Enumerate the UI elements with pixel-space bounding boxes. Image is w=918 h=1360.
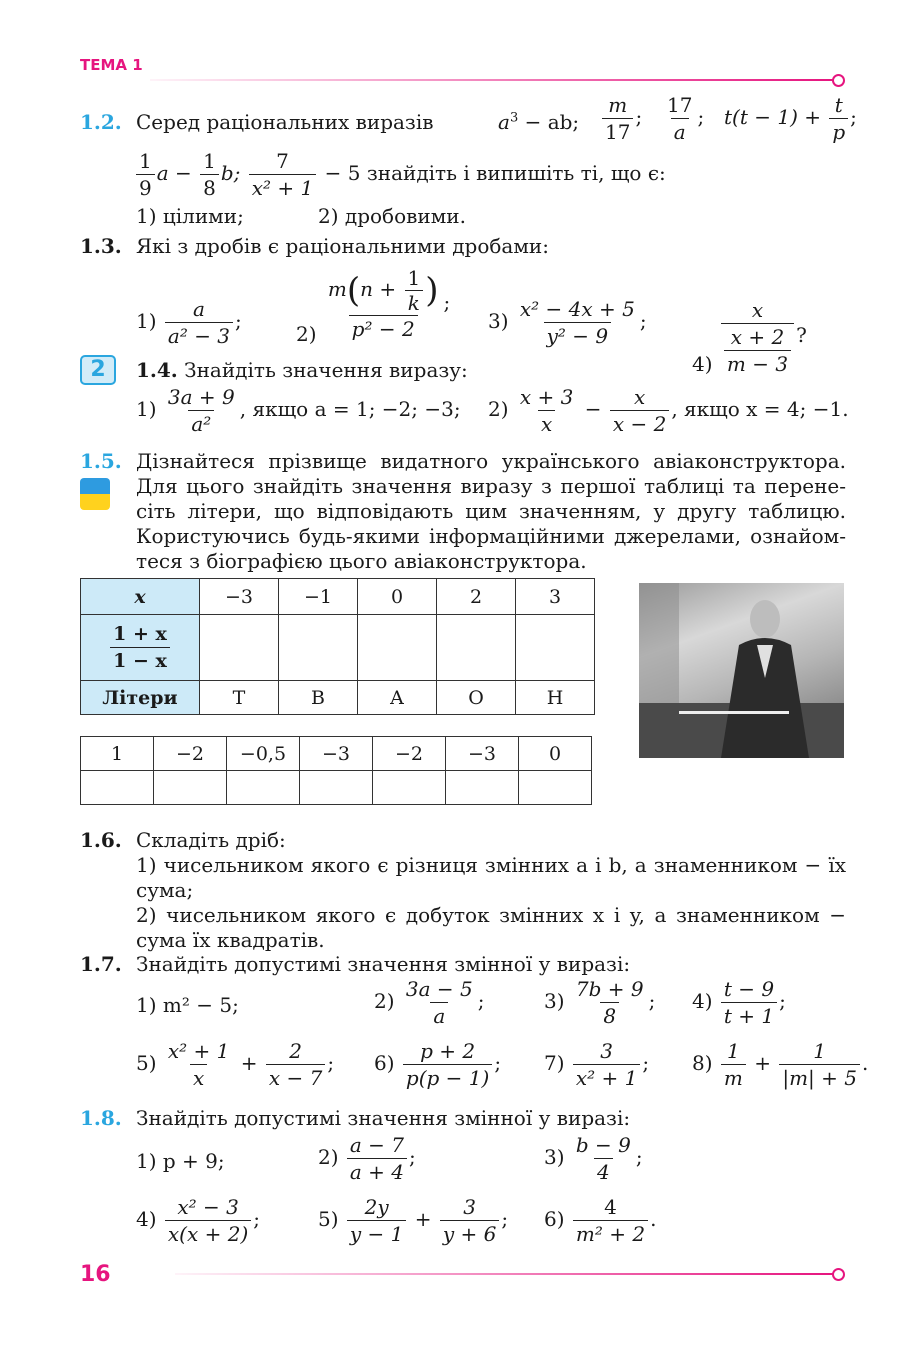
item-3 xyxy=(544,976,655,1029)
expr: a − xyxy=(156,161,192,185)
x-label: x xyxy=(134,585,146,608)
denominator: 4 xyxy=(594,1158,613,1185)
denominator: a² xyxy=(188,410,214,437)
value-cell xyxy=(279,615,358,681)
item-7 xyxy=(544,1038,649,1091)
condition: , якщо a = 1; −2; −3; xyxy=(239,397,461,421)
problem-number: 1.2. xyxy=(80,110,122,134)
denominator: 8 xyxy=(600,1002,619,1029)
denominator: x xyxy=(538,410,555,437)
item-3 xyxy=(488,296,647,349)
numerator: 4 xyxy=(604,1195,617,1219)
numerator: m xyxy=(608,93,628,117)
item-label: 3) xyxy=(544,989,565,1013)
x-value: 3 xyxy=(516,579,595,615)
numerator: x² + 1 xyxy=(167,1039,230,1063)
end: ; xyxy=(501,1207,509,1231)
answer-cell xyxy=(227,771,300,805)
item-label: 2) xyxy=(488,397,509,421)
item-2: 2) m(n + $\frac{1}{k}$ ) p² − 2 ; xyxy=(296,266,451,346)
intro-text: Серед раціональних виразів xyxy=(136,110,434,134)
ukraine-flag-icon xyxy=(80,478,110,510)
header-rule-end xyxy=(832,74,845,87)
letter-cell: О xyxy=(437,681,516,715)
operator: − xyxy=(584,397,602,421)
denominator: m² + 2 xyxy=(573,1220,648,1247)
portrait-photo xyxy=(639,583,844,758)
item-label: 4) xyxy=(136,1207,157,1231)
denominator: 9 xyxy=(136,174,155,201)
x-value: 2 xyxy=(437,579,516,615)
denominator: x xyxy=(190,1064,207,1091)
numerator: t xyxy=(834,93,843,117)
problem-number: 1.5. xyxy=(80,449,122,473)
problem-text: Знайдіть допустимі значення змінної у виразі: xyxy=(136,1106,631,1130)
expr: b; xyxy=(220,161,241,185)
numerator: 1 xyxy=(727,1039,740,1063)
letter-cell: А xyxy=(358,681,437,715)
item-5 xyxy=(318,1194,508,1247)
item-label: 3) xyxy=(544,1145,565,1169)
value-cell xyxy=(437,615,516,681)
denominator: p xyxy=(829,118,848,145)
item-4 xyxy=(692,268,807,377)
value-cell xyxy=(200,615,279,681)
answer-value: −2 xyxy=(154,737,227,771)
denominator: p(p − 1) xyxy=(403,1064,492,1091)
x-value: −1 xyxy=(279,579,358,615)
denominator: 17 xyxy=(602,118,633,145)
denominator: y² − 9 xyxy=(544,322,612,349)
numerator: 1 xyxy=(813,1039,827,1063)
answer-value: 1 xyxy=(81,737,154,771)
end: ; xyxy=(327,1051,335,1075)
problem-text: Знайдіть допустимі значення змінної у виразі: xyxy=(136,952,631,976)
denominator: x(x + 2) xyxy=(165,1220,251,1247)
numerator: x xyxy=(633,385,646,409)
fraction-17-a: $\frac{17}{a}$ ; xyxy=(662,92,704,145)
expression-header xyxy=(81,615,200,681)
numerator: p + 2 xyxy=(420,1039,476,1063)
exponent: 3 xyxy=(509,110,519,126)
denominator: x² + 1 xyxy=(249,174,317,201)
var: a xyxy=(498,110,510,134)
page-number: 16 xyxy=(80,1262,111,1287)
numerator: 3 xyxy=(600,1039,613,1063)
value-cell xyxy=(516,615,595,681)
numerator: 17 xyxy=(667,93,693,117)
item-2 xyxy=(318,1132,416,1185)
numerator: a − 7 xyxy=(349,1133,405,1157)
end: ? xyxy=(796,323,807,347)
denominator: a + 4 xyxy=(347,1158,407,1185)
denominator: y + 6 xyxy=(440,1220,500,1247)
answer-cell xyxy=(519,771,592,805)
end: ; xyxy=(494,1051,502,1075)
end: ; xyxy=(443,290,451,315)
denominator: 1 − x xyxy=(113,650,167,672)
footer-rule xyxy=(175,1273,833,1275)
item-label: 2) xyxy=(318,1145,339,1169)
numerator: 2 xyxy=(289,1039,302,1063)
item-4 xyxy=(136,1194,260,1247)
end: ; xyxy=(477,989,485,1013)
item-4 xyxy=(692,976,786,1029)
item-label: 6) xyxy=(544,1207,565,1231)
letter-cell: Т xyxy=(200,681,279,715)
problem-number: 1.3. xyxy=(80,234,122,258)
text-line: сума; xyxy=(136,878,194,902)
numerator: x xyxy=(751,297,764,322)
numerator: 1 xyxy=(203,149,216,173)
item-5 xyxy=(136,1038,334,1091)
denominator: t + 1 xyxy=(721,1002,777,1029)
item-1: 1) m² − 5; xyxy=(136,993,239,1017)
denominator: a² − 3 xyxy=(165,322,233,349)
expr: t(t − 1) + xyxy=(724,105,821,129)
item-2 xyxy=(488,384,849,437)
item-6 xyxy=(544,1194,656,1247)
answer-value: −2 xyxy=(373,737,446,771)
item-label: 5) xyxy=(136,1051,157,1075)
answer-value: −3 xyxy=(446,737,519,771)
denominator: y − 1 xyxy=(347,1220,407,1247)
denominator: m xyxy=(721,1064,746,1091)
item-label: 8) xyxy=(692,1051,713,1075)
condition: , якщо x = 4; −1. xyxy=(671,397,849,421)
x-value: 0 xyxy=(358,579,437,615)
expr: n + xyxy=(360,277,397,301)
numerator: 1 xyxy=(139,149,152,173)
footer-rule-end xyxy=(832,1268,845,1281)
end: ; xyxy=(235,309,242,333)
end: . xyxy=(861,1051,869,1075)
denominator: k xyxy=(405,290,423,315)
end: ; xyxy=(635,1145,643,1169)
value-cell xyxy=(358,615,437,681)
item-label: 4) xyxy=(692,989,713,1013)
item-label: 2) xyxy=(296,322,317,346)
expression-1 xyxy=(498,110,579,134)
var: m xyxy=(327,277,347,301)
denominator: a xyxy=(671,118,689,145)
answer-value: −3 xyxy=(300,737,373,771)
portrait-figure xyxy=(639,583,844,758)
numerator: a xyxy=(192,297,205,321)
denominator: x − 7 xyxy=(266,1064,325,1091)
operator: + xyxy=(754,1051,771,1075)
item-2 xyxy=(374,976,485,1029)
letter-cell: Н xyxy=(516,681,595,715)
item-8 xyxy=(692,1038,868,1091)
x-value: −3 xyxy=(200,579,279,615)
item-1 xyxy=(136,296,242,349)
numerator: x² − 3 xyxy=(177,1195,239,1219)
text-line: Дізнайтеся прізвище видатного українського авіаконструктора. xyxy=(136,449,846,473)
end: . xyxy=(650,1207,657,1231)
numerator: 1 xyxy=(407,266,421,290)
item-label: 6) xyxy=(374,1051,395,1075)
option-1: 1) цілими; xyxy=(136,204,244,228)
answer-table xyxy=(80,736,592,805)
end: ; xyxy=(648,989,656,1013)
numerator: 2y xyxy=(364,1195,389,1219)
problem-number: 1.8. xyxy=(80,1106,122,1130)
item-label: 1) xyxy=(136,397,157,421)
text-line: 1) чисельником якого є різниця змінних a і b, а знаменником − їх xyxy=(136,853,846,877)
problem-number: 1.6. xyxy=(80,828,122,852)
item-label: 2) xyxy=(374,989,395,1013)
tail-text: − 5 знайдіть і випишіть ті, що є: xyxy=(324,161,666,185)
expression-2: t(t − 1) + $\frac{t}{p}$ ; xyxy=(724,93,857,144)
text-line: Для цього знайдіть значення виразу з першої таблиці та перене- xyxy=(136,474,846,498)
problem-text: Які з дробів є раціональними дробами: xyxy=(136,234,549,258)
numerator: b − 9 xyxy=(575,1133,631,1157)
level-badge: 2 xyxy=(80,355,116,385)
letters-header: Літери xyxy=(81,681,200,715)
answer-cell xyxy=(300,771,373,805)
operator: + xyxy=(240,1051,258,1075)
values-table xyxy=(80,578,595,715)
denominator: m − 3 xyxy=(724,350,791,377)
text-line: сіть літери, що відповідають цим значенням, у другу таблицю. xyxy=(136,499,846,523)
letter-cell: В xyxy=(279,681,358,715)
answer-cell xyxy=(154,771,227,805)
item-3 xyxy=(544,1132,643,1185)
operator: + xyxy=(414,1207,432,1231)
text-line: Користуючись будь-якими інформаційними джерелами, ознайом- xyxy=(136,524,846,548)
item-label: 1) xyxy=(136,309,157,333)
x-header xyxy=(81,579,200,615)
text-line: Складіть дріб: xyxy=(136,828,286,852)
denominator: x − 2 xyxy=(610,410,669,437)
numerator: 7 xyxy=(276,149,289,173)
problem-text xyxy=(136,449,846,574)
answer-value: 0 xyxy=(519,737,592,771)
expr-rest: − ab; xyxy=(524,110,580,134)
item-label: 5) xyxy=(318,1207,339,1231)
numerator: t − 9 xyxy=(723,977,775,1001)
topic-label: ТЕМА 1 xyxy=(80,56,143,74)
header-rule xyxy=(150,79,833,81)
numerator: 3a − 5 xyxy=(405,977,473,1001)
problem-text: Знайдіть значення виразу: xyxy=(184,358,468,382)
item-1: 1) p + 9; xyxy=(136,1149,225,1173)
end: ; xyxy=(779,989,786,1013)
end: ; xyxy=(642,1051,650,1075)
answer-cell xyxy=(373,771,446,805)
answer-cell xyxy=(81,771,154,805)
item-1 xyxy=(136,384,461,437)
end: ; xyxy=(639,309,647,333)
denominator: 8 xyxy=(200,174,219,201)
item-label: 7) xyxy=(544,1051,565,1075)
text-line: теся з біографією цього авіаконструктора. xyxy=(136,549,587,573)
denominator: x² + 1 xyxy=(573,1064,641,1091)
denominator: a xyxy=(430,1002,448,1029)
numerator: 3a + 9 xyxy=(167,385,235,409)
option-2: 2) дробовими. xyxy=(318,204,466,228)
denominator: p² − 2 xyxy=(349,315,418,342)
numerator: x² − 4x + 5 xyxy=(519,297,635,321)
numerator: x + 3 xyxy=(519,385,574,409)
answer-value: −0,5 xyxy=(227,737,300,771)
numerator: 7b + 9 xyxy=(575,977,644,1001)
item-label: 3) xyxy=(488,309,509,333)
numerator: 1 + x xyxy=(113,623,167,645)
expression-line-2 xyxy=(134,148,666,201)
text-line: 2) чисельником якого є добуток змінних x і y, а знаменником − xyxy=(136,903,846,927)
fraction-m-17: $\frac{m}{17}$ ; xyxy=(600,92,642,145)
denominator: |m| + 5 xyxy=(779,1064,860,1091)
problem-number: 1.7. xyxy=(80,952,122,976)
end: ; xyxy=(409,1145,416,1169)
numerator: x + 2 xyxy=(730,324,785,349)
numerator: 3 xyxy=(463,1195,476,1219)
problem-number: 1.4. xyxy=(136,358,178,382)
problem-text xyxy=(136,828,846,953)
answer-cell xyxy=(446,771,519,805)
item-6 xyxy=(374,1038,501,1091)
item-label: 4) xyxy=(692,352,713,376)
problem-header xyxy=(136,358,468,382)
problem-text xyxy=(136,110,434,134)
end: ; xyxy=(253,1207,261,1231)
text-line: сума їх квадратів. xyxy=(136,928,325,952)
